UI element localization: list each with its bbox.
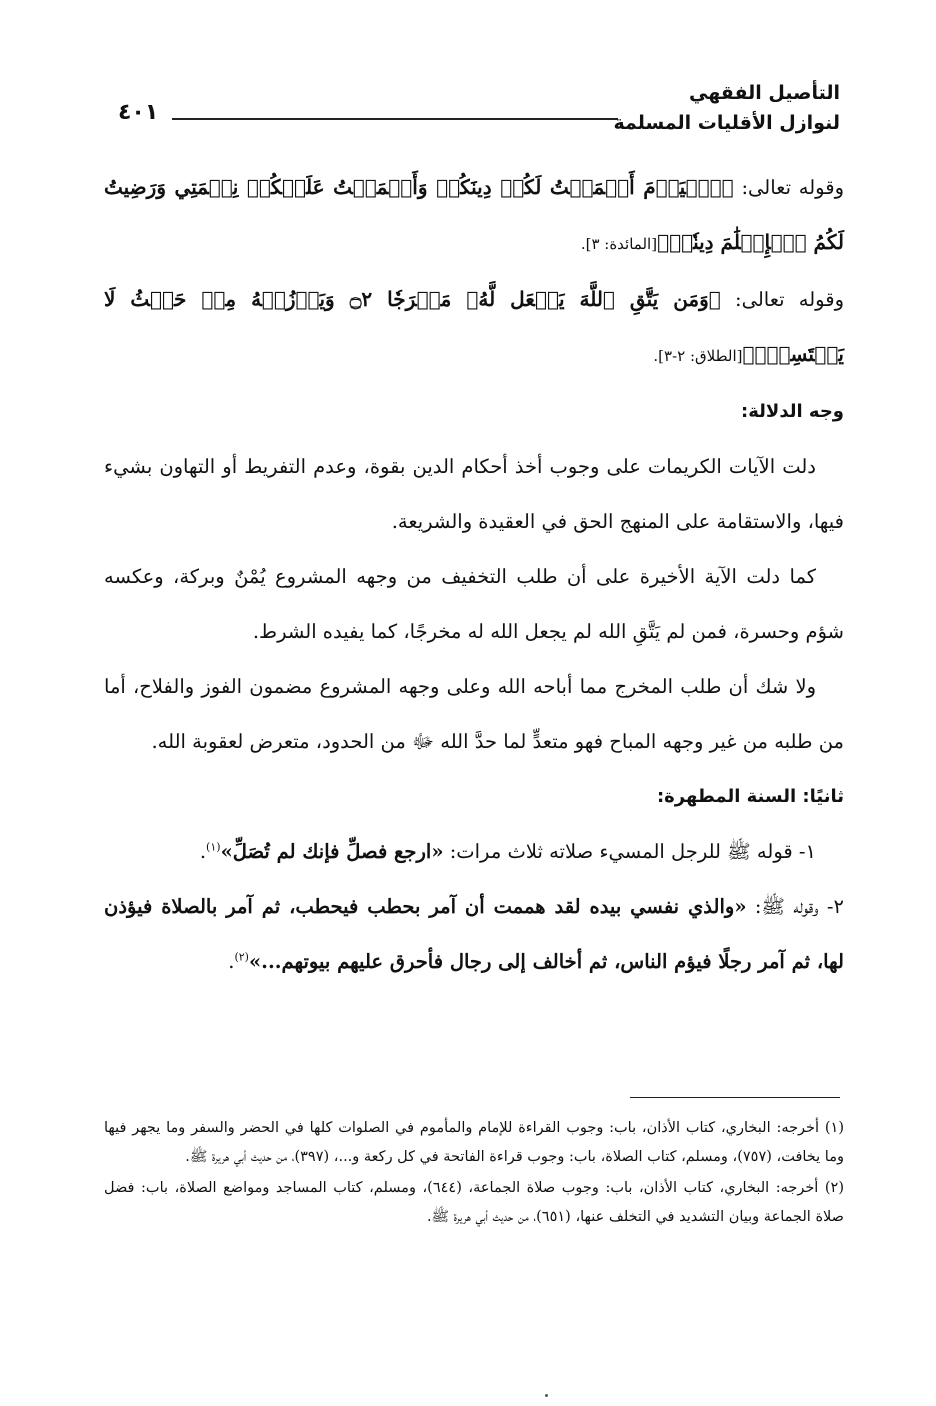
footnote-marker: (١): [206, 840, 221, 854]
body-paragraph: دلت الآيات الكريمات على وجوب أخذ أحكام الدين بقوة، وعدم التفريط أو التهاون بشيء فيها، والاستقامة على المنهج الحق في العقيدة والشريعة.: [104, 455, 844, 533]
hadith-intro: ١- قوله ﷺ للرجل المسيء صلاته ثلاث مرات:: [443, 840, 816, 863]
hadith-item-1: [104, 824, 844, 879]
main-text: [104, 160, 844, 989]
header-rule: [172, 118, 618, 120]
hadith-item-2: [104, 879, 844, 989]
running-title-line2: لنوازل الأقليات المسلمة: [613, 112, 840, 134]
verse-paragraph-1: [104, 160, 844, 272]
footnotes: [104, 1114, 844, 1234]
footnote-2: (٢) أخرجه: البخاري، كتاب الأذان، باب: وجوب صلاة الجماعة، (٦٤٤)، ومسلم، كتاب المساجد ومواضع الصلاة، باب: فضل صلاة الجماعة وبيان التشديد في التخلف عنها، (٦٥١)، من حديث أبي هريرة ﷺ.: [104, 1180, 844, 1225]
verse-intro: وقوله تعالى:: [733, 176, 844, 199]
footnote-marker: (٢): [234, 950, 249, 964]
verse-intro: وقوله تعالى:: [720, 288, 844, 311]
footnote-separator: [630, 1097, 840, 1098]
quran-verse: ﴿ٱلۡيَوۡمَ أَكۡمَلۡتُ لَكُمۡ دِينَكُمۡ وَأَتۡمَمۡتُ عَلَيۡكُمۡ نِعۡمَتِي وَرَضِيتُ لَكُمُ ٱلۡإِسۡلَٰمَ دِينٗاۚ﴾: [104, 175, 844, 254]
scan-speck: [545, 1394, 548, 1397]
running-title: [613, 78, 840, 138]
hadith-end: .: [199, 840, 207, 863]
page-header: [104, 78, 840, 148]
hadith-text: «ارجع فصلِّ فإنك لم تُصَلِّ»: [220, 840, 444, 863]
body-paragraph: كما دلت الآية الأخيرة على أن طلب التخفيف من وجهه المشروع يُمْنٌ وبركة، وعكسه شؤم وحسرة، فمن لم يَتَّقِ الله لم يجعل الله له مخرجًا، كما يفيده الشرط.: [104, 565, 844, 643]
verse-reference: [المائدة: ٣].: [580, 235, 658, 253]
footnote-1: (١) أخرجه: البخاري، كتاب الأذان، باب: وجوب القراءة للإمام والمأموم في الصلوات كلها في الحضر والسفر وما يجهر فيها وما يخافت، (٧٥٧)، ومسلم، كتاب الصلاة، باب: وجوب قراءة الفاتحة في كل ركعة و...، (٣٩٧)، من حديث أبي هريرة ﷺ.: [104, 1120, 844, 1165]
hadith-text: «والذي نفسي بيده لقد هممت أن آمر بحطب فيحطب، ثم آمر بالصلاة فيؤذن لها، ثم آمر رجلًا فيؤم الناس، ثم أخالف إلى رجال فأحرق عليهم بيوتهم...»: [104, 895, 844, 973]
page-number: ٤٠١: [118, 100, 159, 125]
section-heading: ثانيًا: السنة المطهرة:: [656, 786, 844, 807]
quran-verse: ﴿وَمَن يَتَّقِ ٱللَّهَ يَجۡعَل لَّهُۥ مَخۡرَجٗا ۝٢ وَيَرۡزُقۡهُ مِنۡ حَيۡثُ لَا يَحۡتَسِبُۚ﴾: [104, 287, 844, 366]
section-heading: وجه الدلالة:: [741, 401, 844, 422]
verse-reference: [الطلاق: ٢-٣].: [653, 347, 743, 365]
hadith-intro: ٢- وقوله ﷺ:: [746, 895, 844, 918]
hadith-end: .: [228, 950, 235, 973]
verse-paragraph-2: [104, 272, 844, 384]
body-paragraph: ولا شك أن طلب المخرج مما أباحه الله وعلى وجهه المشروع مضمون الفوز والفلاح، أما من طلبه من غير وجهه المباح فهو متعدٍّ لما حدَّ الله ﷻ من الحدود، متعرض لعقوبة الله.: [104, 675, 844, 753]
running-title-line1: التأصيل الفقهي: [689, 82, 840, 104]
